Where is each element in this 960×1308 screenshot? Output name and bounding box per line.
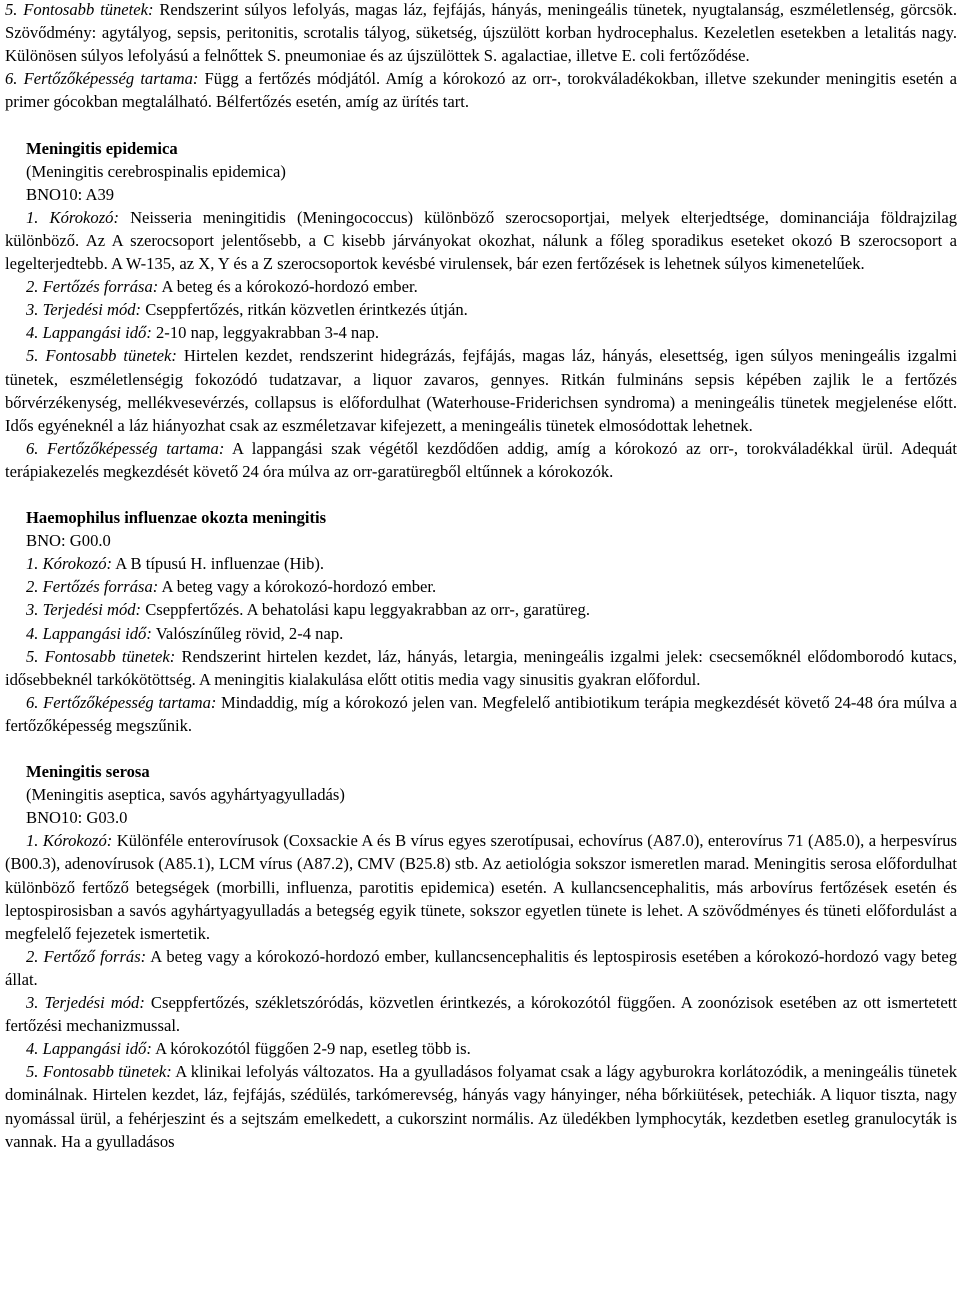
item-text: A kórokozótól függően 2-9 nap, esetleg több is. bbox=[151, 1039, 471, 1059]
item-label: 5. Fontosabb tünetek: bbox=[5, 0, 154, 19]
item-text: Rendszerint súlyos lefolyás, magas láz, fejfájás, hányás, meningeális tünetek, nyugtalanság, eszméletlenség, görcsök. Szövődmény: agytályog, sepsis, peritonitis, scrotalis tályog, süketség, újszülött korban hydrocephalus. Kezeletlen esetekben a letalitás nagy. Különösen súlyos lefolyású a felnőttek S. pneumoniae és az újszülöttek S. agalactiae, illetve E. coli fertőződése. bbox=[5, 0, 957, 66]
paragraph-infectivity-top bbox=[5, 67, 957, 113]
spacer bbox=[5, 113, 957, 136]
section2-item-5 bbox=[5, 645, 957, 691]
item-text: Különféle enterovírusok (Coxsackie A és B vírus egyes szerotípusai, echovírus (A87.0), enterovírus 71 (A85.0), a herpesvírus (B00.3), adenovírusok (A85.1), LCM vírus (A87.2), CMV (B25.8) stb. Az aetiológia sokszor ismeretlen marad. Meningitis serosa előfordulhat különböző fertőző betegségek (morbilli, influenza, parotitis epidemica) esetén. A kullancsencephalitis, más arbovírus fertőzések esetén és leptospirosisban a savós agyhártyagyulladás a betegség egyik tünete, sokszor egyetlen tünete is lehet. A szövődményes és tüneti előfordulást a megfelelő fejezetek ismertetik. bbox=[5, 831, 957, 943]
section1-item-5 bbox=[5, 344, 957, 436]
section3-item-4 bbox=[5, 1037, 957, 1060]
item-label: 4. Lappangási idő: bbox=[26, 623, 152, 643]
section3-item-2 bbox=[5, 945, 957, 991]
item-label: 6. Fertőzőképesség tartama: bbox=[26, 438, 225, 458]
section1-item-6 bbox=[5, 437, 957, 483]
item-text: Mindaddig, míg a kórokozó jelen van. Megfelelő antibiotikum terápia megkezdését követő 24-48 óra múlva a fertőzőképesség megszűnik. bbox=[5, 692, 957, 735]
item-label: 2. Fertőzés forrása: bbox=[26, 277, 159, 297]
item-text: A klinikai lefolyás változatos. Ha a gyulladásos folyamat csak a lágy agyburokra korlátozódik, a meningeális tünetek dominálnak. Hirtelen kezdet, láz, fejfájás, szédülés, tarkómerevség, hányás vagy hányinger, néha bőrkiütések, petechiák. A liquor tiszta, nagy nyomással ürül, a fehérjeszint és a sejtszám emelkedett, a cukorszint normális. Az üledékben lymphocyták, kezdetben esetleg granulocyták is vannak. Ha a gyulladásos bbox=[5, 1062, 957, 1151]
section1-item-4 bbox=[5, 321, 957, 344]
spacer bbox=[5, 737, 957, 760]
item-text: A B típusú H. influenzae (Hib). bbox=[112, 554, 325, 574]
item-text: A beteg és a kórokozó-hordozó ember. bbox=[158, 277, 418, 297]
item-label: 1. Kórokozó: bbox=[26, 831, 113, 851]
item-label: 2. Fertőzés forrása: bbox=[26, 577, 159, 597]
section3-item-1 bbox=[5, 829, 957, 944]
bno-code: BNO10: A39 bbox=[26, 184, 115, 204]
item-text: Cseppfertőzés, ritkán közvetlen érintkezés útján. bbox=[141, 300, 468, 320]
item-text: Hirtelen kezdet, rendszerint hidegrázás, fejfájás, magas láz, hányás, elesettség, igen súlyos meningeális izgalmi tünetek, eszméletlenségig fokozódó tudatzavar, a liquor zavaros, gennyes. Ritkán fulmináns sepsis képében zajlik le a fertőzés bőrvérzékenység, mellékvesevérzés, collapsus is előfordulhat (Waterhouse-Friderichsen syndroma) a meningeális tünetek megjelenése előtt. Idős egyéneknél a láz hiányozhat csak az eszméletzavar kifejezett, a meningeális tünetek elmosódottak lehetnek. bbox=[5, 346, 958, 435]
section1-item-3 bbox=[5, 298, 957, 321]
item-text: Függ a fertőzés módjától. Amíg a kórokozó az orr-, torokváladékokban, illetve szekunder meningitis esetén a primer gócokban megtalálható. Bélfertőzés esetén, amíg az ürítés tart. bbox=[5, 69, 957, 112]
section3-item-3 bbox=[5, 991, 957, 1037]
section3-item-5 bbox=[5, 1060, 957, 1152]
item-text: Valószínűleg rövid, 2-4 nap. bbox=[151, 623, 344, 643]
section1-item-1 bbox=[5, 206, 957, 275]
bno-code: BNO10: G03.0 bbox=[26, 808, 128, 828]
item-label: 1. Kórokozó: bbox=[26, 554, 113, 574]
section-title-meningitis-epidemica: Meningitis epidemica bbox=[26, 138, 178, 158]
section-subtitle: (Meningitis aseptica, savós agyhártyagyulladás) bbox=[26, 785, 345, 805]
item-text: 2-10 nap, leggyakrabban 3-4 nap. bbox=[151, 323, 380, 343]
item-label: 5. Fontosabb tünetek: bbox=[26, 646, 176, 666]
item-text: A beteg vagy a kórokozó-hordozó ember, kullancsencephalitis és leptospirosis esetében a kórokozó-hordozó vagy beteg állat. bbox=[5, 946, 957, 989]
section2-item-2 bbox=[5, 575, 957, 598]
section-title-haemophilus: Haemophilus influenzae okozta meningitis bbox=[26, 508, 327, 528]
section2-item-6 bbox=[5, 691, 957, 737]
spacer bbox=[5, 483, 957, 506]
section1-item-2 bbox=[5, 275, 957, 298]
section2-item-4 bbox=[5, 622, 957, 645]
item-text: Neisseria meningitidis (Meningococcus) különböző szerocsoportjai, melyek elterjedtsége, dominanciája földrajzilag különböző. Az A szerocsoport jelentősebb, a C kisebb járványokat okozhat, nálunk a főleg sporadikus eseteket okozó B szerocsoport a legelterjedtebb. A W-135, az X, Y és a Z szerocsoportok kevésbé virulensek, bár ezen fertőzések is lehetnek súlyos kimenetelűek. bbox=[5, 207, 957, 274]
section2-item-3 bbox=[5, 598, 957, 621]
document-page bbox=[5, 0, 957, 1153]
item-label: 3. Terjedési mód: bbox=[26, 993, 145, 1013]
item-label: 2. Fertőző forrás: bbox=[26, 946, 147, 966]
item-text: Cseppfertőzés. A behatolási kapu leggyakrabban az orr-, garatüreg. bbox=[141, 600, 590, 620]
item-label: 3. Terjedési mód: bbox=[26, 300, 142, 320]
item-text: A lappangási szak végétől kezdődően addig, amíg a kórokozó az orr-, torokváladékkal ürül. Adequát terápiakezelés megkezdését követő 24 óra múlva az orr-garatüregből eltűnnek a kórokozók. bbox=[5, 438, 957, 481]
item-label: 4. Lappangási idő: bbox=[26, 1039, 152, 1059]
item-label: 5. Fontosabb tünetek: bbox=[26, 1062, 172, 1082]
item-text: A beteg vagy a kórokozó-hordozó ember. bbox=[158, 577, 437, 597]
item-label: 1. Kórokozó: bbox=[26, 207, 119, 227]
section-subtitle: (Meningitis cerebrospinalis epidemica) bbox=[26, 161, 286, 181]
item-label: 6. Fertőzőképesség tartama: bbox=[5, 69, 199, 89]
section2-item-1 bbox=[5, 552, 957, 575]
section-title-meningitis-serosa: Meningitis serosa bbox=[26, 762, 150, 782]
item-text: Rendszerint hirtelen kezdet, láz, hányás, letargia, meningeális izgalmi jelek: csecsemőknél elődomborodó kutacs, idősebbeknél tarkókötöttség. A meningitis kialakulása előtt otitis media vagy sinusitis gyakran előfordul. bbox=[5, 646, 957, 689]
item-text: Cseppfertőzés, székletszóródás, közvetlen érintkezés, a kórokozótól függően. A zoonózisok esetében az ott ismertetett fertőzési mechanizmussal. bbox=[5, 993, 958, 1036]
bno-code: BNO: G00.0 bbox=[26, 531, 111, 551]
paragraph-symptoms-top bbox=[5, 0, 957, 67]
item-label: 3. Terjedési mód: bbox=[26, 600, 142, 620]
item-label: 4. Lappangási idő: bbox=[26, 323, 152, 343]
item-label: 6. Fertőzőképesség tartama: bbox=[26, 692, 217, 712]
item-label: 5. Fontosabb tünetek: bbox=[26, 346, 177, 366]
